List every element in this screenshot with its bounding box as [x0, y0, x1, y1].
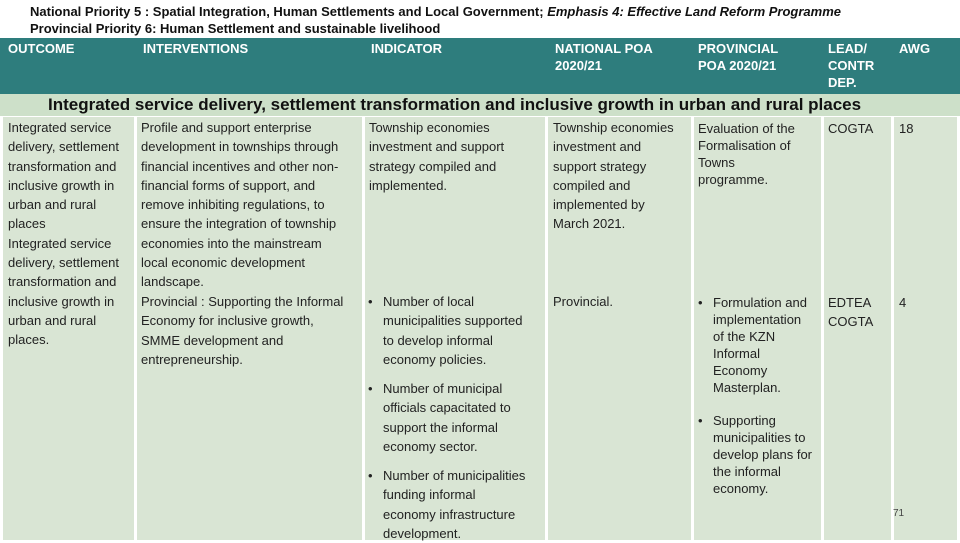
section-band: Integrated service delivery, settlement transformation and inclusive growth in urban and rural places [0, 94, 960, 116]
header-interventions: INTERVENTIONS [143, 41, 249, 56]
row2-provincial-poa-2: • Supporting municipalities to develop plans for the informal economy. [698, 412, 812, 497]
row2-indicator-3: • Number of municipalities funding informal economy infrastructure development. [368, 466, 525, 543]
header-national-poa: NATIONAL POA 2020/21 [555, 41, 653, 73]
row1-lead-dept: COGTA [828, 121, 874, 136]
column-awg [894, 117, 957, 540]
row1-indicator: Township economies investment and support strategy compiled and implemented. [369, 120, 505, 193]
row2-indicator-2: • Number of municipal officials capacitated to support the informal economy sector. [368, 379, 511, 456]
row2-lead-dept: EDTEA COGTA [828, 295, 874, 330]
row2-indicator-1: • Number of local municipalities supported to develop informal economy policies. [368, 292, 522, 369]
title-line-1: National Priority 5 : Spatial Integration, Human Settlements and Local Government; Emphasis 4: Effective Land Reform Programme [30, 4, 841, 19]
header-outcome: OUTCOME [8, 41, 75, 56]
row2-intervention: Provincial : Supporting the Informal Economy for inclusive growth, SMME development and entrepreneurship. [141, 294, 344, 367]
header-provincial-poa: PROVINCIAL POA 2020/21 [698, 41, 779, 73]
header-awg: AWG [899, 41, 931, 56]
row1-intervention: Profile and support enterprise development in townships through financial incentives and other non- financial forms of support, and remove inhibiting regulations, to ensure the integration of township economies into the mainstream local economic development landscape. [141, 120, 339, 290]
row1-awg: 18 [899, 121, 914, 136]
row2-awg: 4 [899, 295, 907, 310]
header-lead-dept: LEAD/ CONTR DEP. [828, 41, 875, 90]
title-line-2: Provincial Priority 6: Human Settlement and sustainable livelihood [30, 21, 441, 36]
row2-provincial-poa-1: • Formulation and implementation of the KZN Informal Economy Masterplan. [698, 294, 807, 396]
row1-national-poa: Township economies investment and support strategy compiled and implemented by March 2021. [553, 120, 674, 232]
page-number: 71 [893, 508, 905, 519]
header-indicator: INDICATOR [371, 41, 443, 56]
outcome-text: Integrated service delivery, settlement transformation and inclusive growth in urban and rural places Integrated service delivery, settlement transformation and inclusive growth in urban and rural places. [8, 120, 120, 348]
row1-provincial-poa: Evaluation of the Formalisation of Towns programme. [698, 121, 795, 187]
row2-national-poa: Provincial. [553, 294, 613, 309]
